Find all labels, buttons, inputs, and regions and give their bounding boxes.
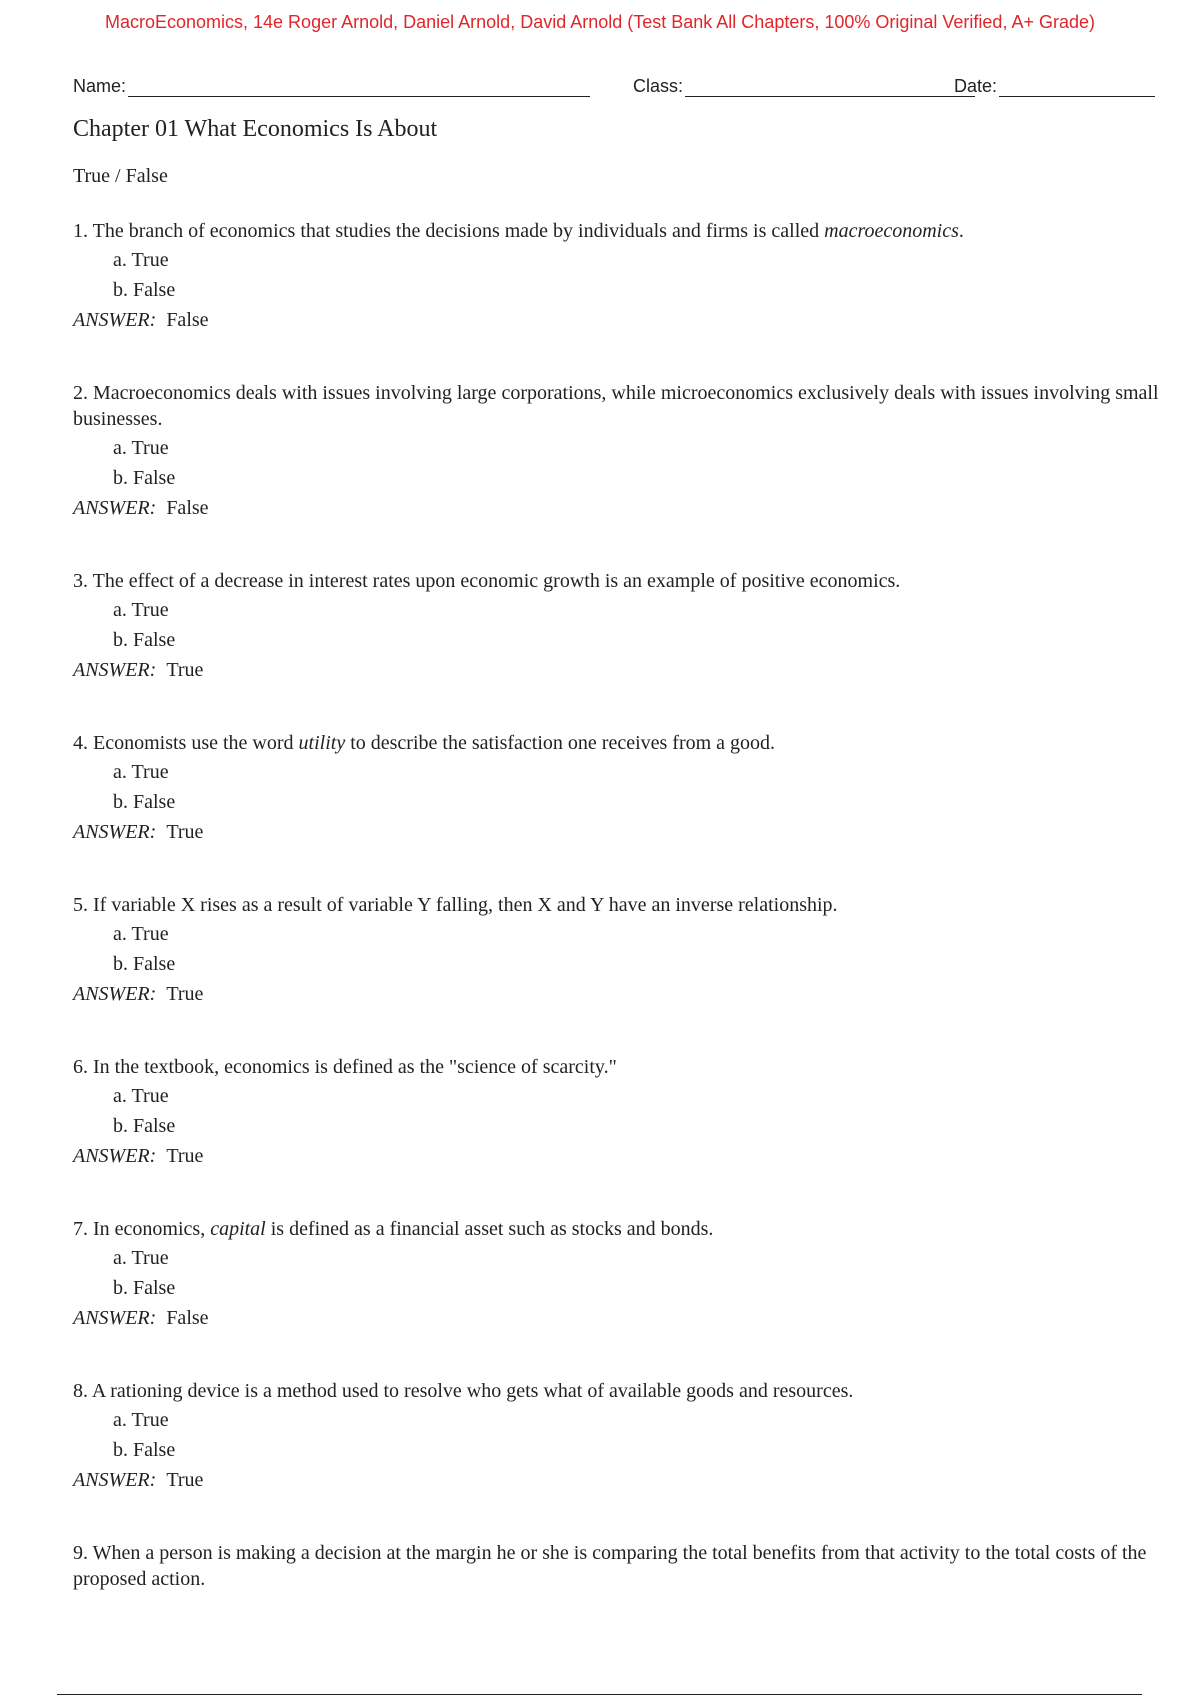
answer-line [73, 494, 1163, 522]
answer-line [73, 1466, 1163, 1494]
answer-value: True [166, 821, 204, 843]
question-list [73, 218, 1163, 1592]
question-7 [73, 1216, 1163, 1332]
option-b: b. False [113, 629, 176, 651]
question-stem: 5. If variable X rises as a result of variable Y falling, then X and Y have an inverse relationship. [73, 894, 838, 916]
question-stem: 1. The branch of economics that studies the decisions made by individuals and firms is called macroeconomics. [73, 220, 964, 242]
question-5 [73, 892, 1163, 1008]
option-b: b. False [113, 953, 176, 975]
question-6 [73, 1054, 1163, 1170]
document-banner: MacroEconomics, 14e Roger Arnold, Daniel Arnold, David Arnold (Test Bank All Chapters, 100% Original Verified, A+ Grade) [104, 12, 1095, 32]
date-line[interactable] [999, 72, 1155, 97]
question-4 [73, 730, 1163, 846]
option-b: b. False [113, 1439, 176, 1461]
name-field [73, 72, 590, 97]
option-a: a. True [113, 1085, 169, 1107]
option-b: b. False [113, 467, 176, 489]
answer-value: True [166, 659, 204, 681]
option-b: b. False [113, 279, 176, 301]
name-label: Name: [73, 76, 127, 96]
answer-line [73, 980, 1163, 1008]
option-a: a. True [113, 437, 169, 459]
answer-label: ANSWER: [73, 983, 157, 1005]
date-field [954, 72, 1155, 97]
option-a: a. True [113, 761, 169, 783]
answer-line [73, 818, 1163, 846]
answer-value: False [166, 1307, 209, 1329]
option-b: b. False [113, 1277, 176, 1299]
answer-value: True [166, 1145, 204, 1167]
answer-value: False [166, 309, 209, 331]
question-3 [73, 568, 1163, 684]
answer-line [73, 656, 1163, 684]
option-a: a. True [113, 1409, 169, 1431]
class-line[interactable] [685, 72, 975, 97]
footer-divider [57, 1694, 1142, 1695]
option-a: a. True [113, 599, 169, 621]
question-2 [73, 380, 1163, 522]
student-info-row [73, 72, 1160, 100]
answer-value: False [166, 497, 209, 519]
question-stem: 8. A rationing device is a method used to resolve who gets what of available goods and resources. [73, 1380, 854, 1402]
date-label: Date: [954, 76, 998, 96]
chapter-title: Chapter 01 What Economics Is About [73, 116, 438, 142]
option-a: a. True [113, 923, 169, 945]
option-a: a. True [113, 1247, 169, 1269]
question-stem: 9. When a person is making a decision at the margin he or she is comparing the total benefits from that activity to the total costs of the proposed action. [73, 1542, 1147, 1590]
option-a: a. True [113, 249, 169, 271]
answer-value: True [166, 1469, 204, 1491]
name-line[interactable] [128, 72, 590, 97]
question-stem: 2. Macroeconomics deals with issues involving large corporations, while microeconomics exclusively deals with issues involving small businesses. [73, 382, 1159, 430]
answer-line [73, 306, 1163, 334]
answer-label: ANSWER: [73, 659, 157, 681]
answer-line [73, 1304, 1163, 1332]
answer-label: ANSWER: [73, 1469, 157, 1491]
answer-label: ANSWER: [73, 497, 157, 519]
question-stem: 4. Economists use the word utility to describe the satisfaction one receives from a good. [73, 732, 776, 754]
answer-label: ANSWER: [73, 821, 157, 843]
option-b: b. False [113, 791, 176, 813]
question-9 [73, 1540, 1163, 1592]
answer-label: ANSWER: [73, 309, 157, 331]
answer-label: ANSWER: [73, 1145, 157, 1167]
question-8 [73, 1378, 1163, 1494]
answer-line [73, 1142, 1163, 1170]
class-label: Class: [633, 76, 684, 96]
section-label: True / False [73, 165, 168, 187]
class-field [633, 72, 975, 97]
answer-value: True [166, 983, 204, 1005]
question-stem: 7. In economics, capital is defined as a financial asset such as stocks and bonds. [73, 1218, 714, 1240]
answer-label: ANSWER: [73, 1307, 157, 1329]
option-b: b. False [113, 1115, 176, 1137]
question-1 [73, 218, 1163, 334]
question-stem: 3. The effect of a decrease in interest rates upon economic growth is an example of positive economics. [73, 570, 901, 592]
question-stem: 6. In the textbook, economics is defined as the "science of scarcity." [73, 1056, 617, 1078]
